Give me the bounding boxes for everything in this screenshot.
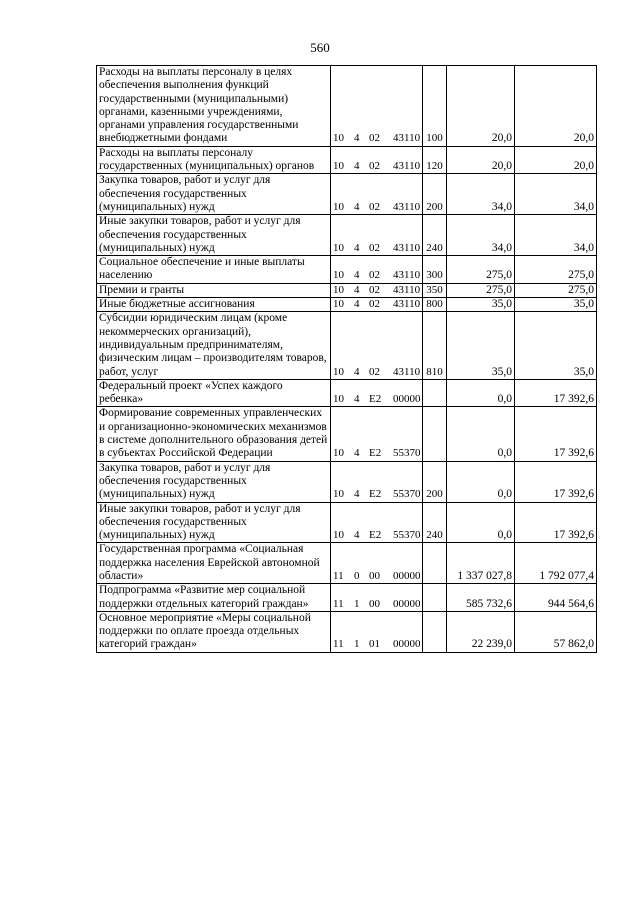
row-code-part: 4 [354, 529, 360, 542]
row-code-part: 02 [369, 200, 380, 213]
row-expense-type: 200 [423, 461, 447, 502]
row-code-part: 55370 [393, 529, 421, 542]
row-expense-type: 100 [423, 66, 447, 147]
row-expense-type: 300 [423, 256, 447, 284]
row-amount-1: 1 337 027,8 [447, 543, 515, 584]
row-code-part: 11 [333, 638, 344, 651]
row-code-part: 4 [354, 160, 360, 173]
row-name: Иные закупки товаров, работ и услуг для обеспечения государственных (муниципальных) нужд [97, 215, 331, 256]
table-row [97, 298, 597, 312]
row-code-part: 10 [333, 393, 344, 406]
row-code-part: 4 [354, 241, 360, 254]
row-code-part: 10 [333, 298, 344, 311]
row-amount-2: 57 862,0 [515, 611, 597, 652]
row-expense-type: 240 [423, 215, 447, 256]
row-code-part: 4 [354, 283, 360, 296]
row-code-part: 00 [369, 569, 380, 582]
row-code-part: 4 [354, 298, 360, 311]
row-code-part: 02 [369, 365, 380, 378]
row-code [331, 298, 423, 312]
row-amount-2: 35,0 [515, 298, 597, 312]
row-code-part: 1 [354, 638, 360, 651]
budget-table [96, 65, 597, 653]
row-amount-1: 585 732,6 [447, 584, 515, 612]
row-name: Расходы на выплаты персоналу в целях обеспечения выполнения функций государственными (муниципальными) органами, казенными учреждениями, органами управления государственными внебюджетными фондами [97, 66, 331, 147]
row-code-part: E2 [369, 529, 382, 542]
row-code-part: 4 [354, 200, 360, 213]
row-expense-type: 120 [423, 146, 447, 174]
row-amount-2: 34,0 [515, 174, 597, 215]
row-code-part: 11 [333, 569, 344, 582]
row-code-part: 10 [333, 200, 344, 213]
row-code-part: 4 [354, 365, 360, 378]
row-code [331, 461, 423, 502]
table-row [97, 215, 597, 256]
table-row [97, 283, 597, 297]
row-amount-2: 20,0 [515, 146, 597, 174]
row-amount-1: 0,0 [447, 461, 515, 502]
row-code-part: 4 [354, 488, 360, 501]
row-amount-1: 0,0 [447, 407, 515, 461]
row-code-part: 43110 [393, 298, 421, 311]
table-row [97, 146, 597, 174]
row-code [331, 584, 423, 612]
row-amount-2: 17 392,6 [515, 502, 597, 543]
row-amount-1: 20,0 [447, 146, 515, 174]
row-code-part: 10 [333, 488, 344, 501]
row-name: Федеральный проект «Успех каждого ребенка» [97, 379, 331, 407]
row-code-part: 00000 [393, 597, 421, 610]
row-code-part: 02 [369, 283, 380, 296]
row-amount-1: 35,0 [447, 312, 515, 379]
row-amount-2: 35,0 [515, 312, 597, 379]
row-code [331, 502, 423, 543]
row-name: Государственная программа «Социальная поддержка населения Еврейской автономной области» [97, 543, 331, 584]
row-name: Социальное обеспечение и иные выплаты населению [97, 256, 331, 284]
row-amount-1: 275,0 [447, 283, 515, 297]
row-code-part: 10 [333, 365, 344, 378]
row-code-part: 55370 [393, 488, 421, 501]
row-code [331, 146, 423, 174]
row-code-part: 11 [333, 597, 344, 610]
row-code [331, 215, 423, 256]
row-amount-1: 34,0 [447, 215, 515, 256]
row-code-part: 55370 [393, 447, 421, 460]
row-code-part: 10 [333, 241, 344, 254]
row-code [331, 312, 423, 379]
row-code-part: E2 [369, 393, 382, 406]
row-code-part: 10 [333, 132, 344, 145]
table-row [97, 611, 597, 652]
row-code [331, 543, 423, 584]
table-row [97, 256, 597, 284]
table-row [97, 461, 597, 502]
row-code-part: 10 [333, 529, 344, 542]
row-name: Расходы на выплаты персоналу государственных (муниципальных) органов [97, 146, 331, 174]
row-name: Премии и гранты [97, 283, 331, 297]
row-amount-1: 20,0 [447, 66, 515, 147]
row-code-part: 4 [354, 393, 360, 406]
row-name: Иные закупки товаров, работ и услуг для обеспечения государственных (муниципальных) нужд [97, 502, 331, 543]
row-code-part: 02 [369, 298, 380, 311]
row-amount-2: 275,0 [515, 283, 597, 297]
row-code [331, 407, 423, 461]
row-code-part: 0 [354, 569, 360, 582]
row-code-part: 43110 [393, 269, 421, 282]
row-amount-2: 20,0 [515, 66, 597, 147]
row-code [331, 174, 423, 215]
row-code-part: 10 [333, 160, 344, 173]
row-code-part: 02 [369, 269, 380, 282]
row-code-part: 00000 [393, 638, 421, 651]
row-amount-1: 0,0 [447, 502, 515, 543]
row-amount-1: 0,0 [447, 379, 515, 407]
row-code [331, 379, 423, 407]
row-code-part: 10 [333, 283, 344, 296]
row-name: Закупка товаров, работ и услуг для обеспечения государственных (муниципальных) нужд [97, 461, 331, 502]
row-code [331, 283, 423, 297]
table-row [97, 584, 597, 612]
row-code-part: 00 [369, 597, 380, 610]
row-code-part: 43110 [393, 283, 421, 296]
row-code-part: 4 [354, 447, 360, 460]
table-row [97, 379, 597, 407]
row-code-part: 02 [369, 241, 380, 254]
row-code-part: E2 [369, 447, 382, 460]
row-amount-2: 34,0 [515, 215, 597, 256]
table-row [97, 174, 597, 215]
row-amount-1: 35,0 [447, 298, 515, 312]
row-code-part: 43110 [393, 200, 421, 213]
row-name: Субсидии юридическим лицам (кроме некоммерческих организаций), индивидуальным предпринимателям, физическим лицам – производителям товаров, работ, услуг [97, 312, 331, 379]
row-code-part: 43110 [393, 160, 421, 173]
row-amount-2: 275,0 [515, 256, 597, 284]
row-code-part: 10 [333, 447, 344, 460]
row-amount-2: 17 392,6 [515, 407, 597, 461]
row-expense-type: 350 [423, 283, 447, 297]
row-amount-1: 34,0 [447, 174, 515, 215]
row-name: Основное мероприятие «Меры социальной поддержки по оплате проезда отдельных категорий граждан» [97, 611, 331, 652]
row-code-part: 43110 [393, 365, 421, 378]
row-code-part: 4 [354, 269, 360, 282]
row-code [331, 611, 423, 652]
table-row [97, 312, 597, 379]
page-number: 560 [310, 40, 330, 55]
row-name: Формирование современных управленческих и организационно-экономических механизмов в системе дополнительного образования детей в субъектах Российской Федерации [97, 407, 331, 461]
table-row [97, 543, 597, 584]
row-code-part: 43110 [393, 241, 421, 254]
row-amount-1: 275,0 [447, 256, 515, 284]
table-row [97, 407, 597, 461]
row-code [331, 256, 423, 284]
table-row [97, 502, 597, 543]
row-code-part: 1 [354, 597, 360, 610]
row-expense-type: 810 [423, 312, 447, 379]
row-name: Подпрограмма «Развитие мер социальной поддержки отдельных категорий граждан» [97, 584, 331, 612]
row-amount-2: 1 792 077,4 [515, 543, 597, 584]
row-amount-1: 22 239,0 [447, 611, 515, 652]
row-amount-2: 17 392,6 [515, 379, 597, 407]
row-code [331, 66, 423, 147]
row-code-part: 4 [354, 132, 360, 145]
row-code-part: 00000 [393, 569, 421, 582]
row-amount-2: 17 392,6 [515, 461, 597, 502]
row-expense-type: 240 [423, 502, 447, 543]
row-code-part: E2 [369, 488, 382, 501]
row-code-part: 43110 [393, 132, 421, 145]
row-code-part: 00000 [393, 393, 421, 406]
row-code-part: 10 [333, 269, 344, 282]
row-code-part: 02 [369, 132, 380, 145]
row-expense-type: 800 [423, 298, 447, 312]
row-name: Закупка товаров, работ и услуг для обеспечения государственных (муниципальных) нужд [97, 174, 331, 215]
row-amount-2: 944 564,6 [515, 584, 597, 612]
row-expense-type: 200 [423, 174, 447, 215]
table-row [97, 66, 597, 147]
row-code-part: 02 [369, 160, 380, 173]
row-name: Иные бюджетные ассигнования [97, 298, 331, 312]
row-code-part: 01 [369, 638, 380, 651]
